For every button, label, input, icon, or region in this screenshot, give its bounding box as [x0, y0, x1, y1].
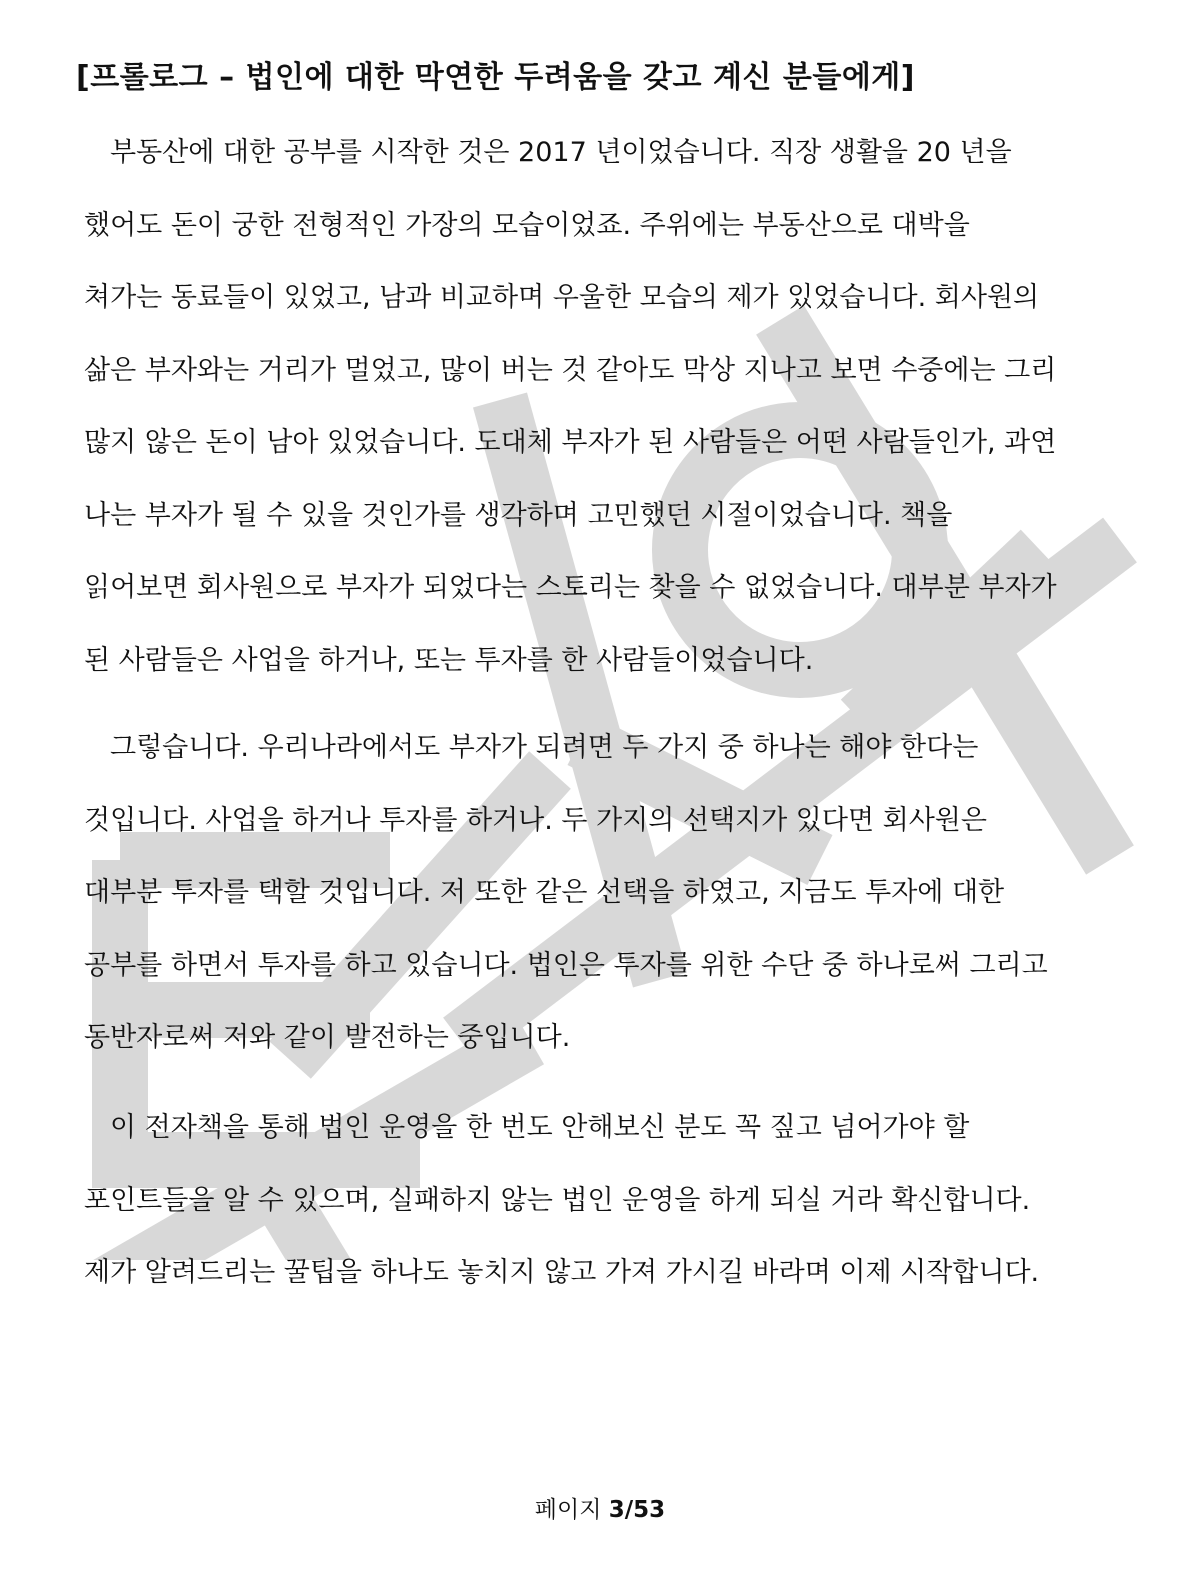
paragraph-line: 대부분 투자를 택할 것입니다. 저 또한 같은 선택을 하였고, 지금도 투자에 대한 [84, 877, 1005, 908]
paragraph-line: 포인트들을 알 수 있으며, 실패하지 않는 법인 운영을 하게 되실 거라 확신합니다. [84, 1184, 1031, 1216]
page-label: 페이지 [534, 1497, 602, 1523]
paragraph-line: 나는 부자가 될 수 있을 것인가를 생각하며 고민했던 시절이었습니다. 책을 [84, 499, 953, 531]
paragraph-line: 읽어보면 회사원으로 부자가 되었다는 스토리는 찾을 수 없었습니다. 대부분 부자가 [84, 572, 1057, 603]
paragraph-line: 것입니다. 사업을 하거나 투자를 하거나. 두 가지의 선택지가 있다면 회사원은 [84, 804, 987, 836]
paragraph-line: 된 사람들은 사업을 하거나, 또는 투자를 한 사람들이었습니다. [84, 644, 814, 676]
paragraph-line: 쳐가는 동료들이 있었고, 남과 비교하며 우울한 모습의 제가 있었습니다. 회사원의 [84, 282, 1040, 313]
paragraph-line: 제가 알려드리는 꿀팁을 하나도 놓치지 않고 가져 가시길 바라며 이제 시작합니다. [84, 1257, 1040, 1288]
page-footer [0, 1492, 1200, 1528]
paragraph-line: 동반자로써 저와 같이 발전하는 중입니다. [84, 1022, 571, 1053]
paragraph-1 [84, 117, 1144, 697]
paragraph-line: 했어도 돈이 궁한 전형적인 가장의 모습이었죠. 주위에는 부동산으로 대박을 [84, 209, 970, 241]
paragraph-line: 이 전자책을 통해 법인 운영을 한 번도 안해보신 분도 꼭 짚고 넘어가야 할 [110, 1112, 970, 1143]
page-title: [프롤로그 – 법인에 대한 막연한 두려움을 갖고 계신 분들에게] [76, 60, 915, 95]
paragraph-line: 삶은 부자와는 거리가 멀었고, 많이 버는 것 같아도 막상 지나고 보면 수중에는 그리 [84, 354, 1057, 386]
paragraph-line: 많지 않은 돈이 남아 있었습니다. 도대체 부자가 된 사람들은 어떤 사람들인가, 과연 [84, 427, 1057, 458]
paragraph-line: 그렇습니다. 우리나라에서도 부자가 되려면 두 가지 중 하나는 해야 한다는 [110, 732, 979, 763]
page-number: 3/53 [608, 1497, 666, 1523]
paragraph-2 [84, 712, 1144, 1075]
paragraph-line: 공부를 하면서 투자를 하고 있습니다. 법인은 투자를 위한 수단 중 하나로써 그리고 [84, 949, 1048, 981]
paragraph-line: 부동산에 대한 공부를 시작한 것은 2017 년이었습니다. 직장 생활을 20 년을 [110, 137, 1012, 168]
paragraph-3 [84, 1092, 1144, 1310]
